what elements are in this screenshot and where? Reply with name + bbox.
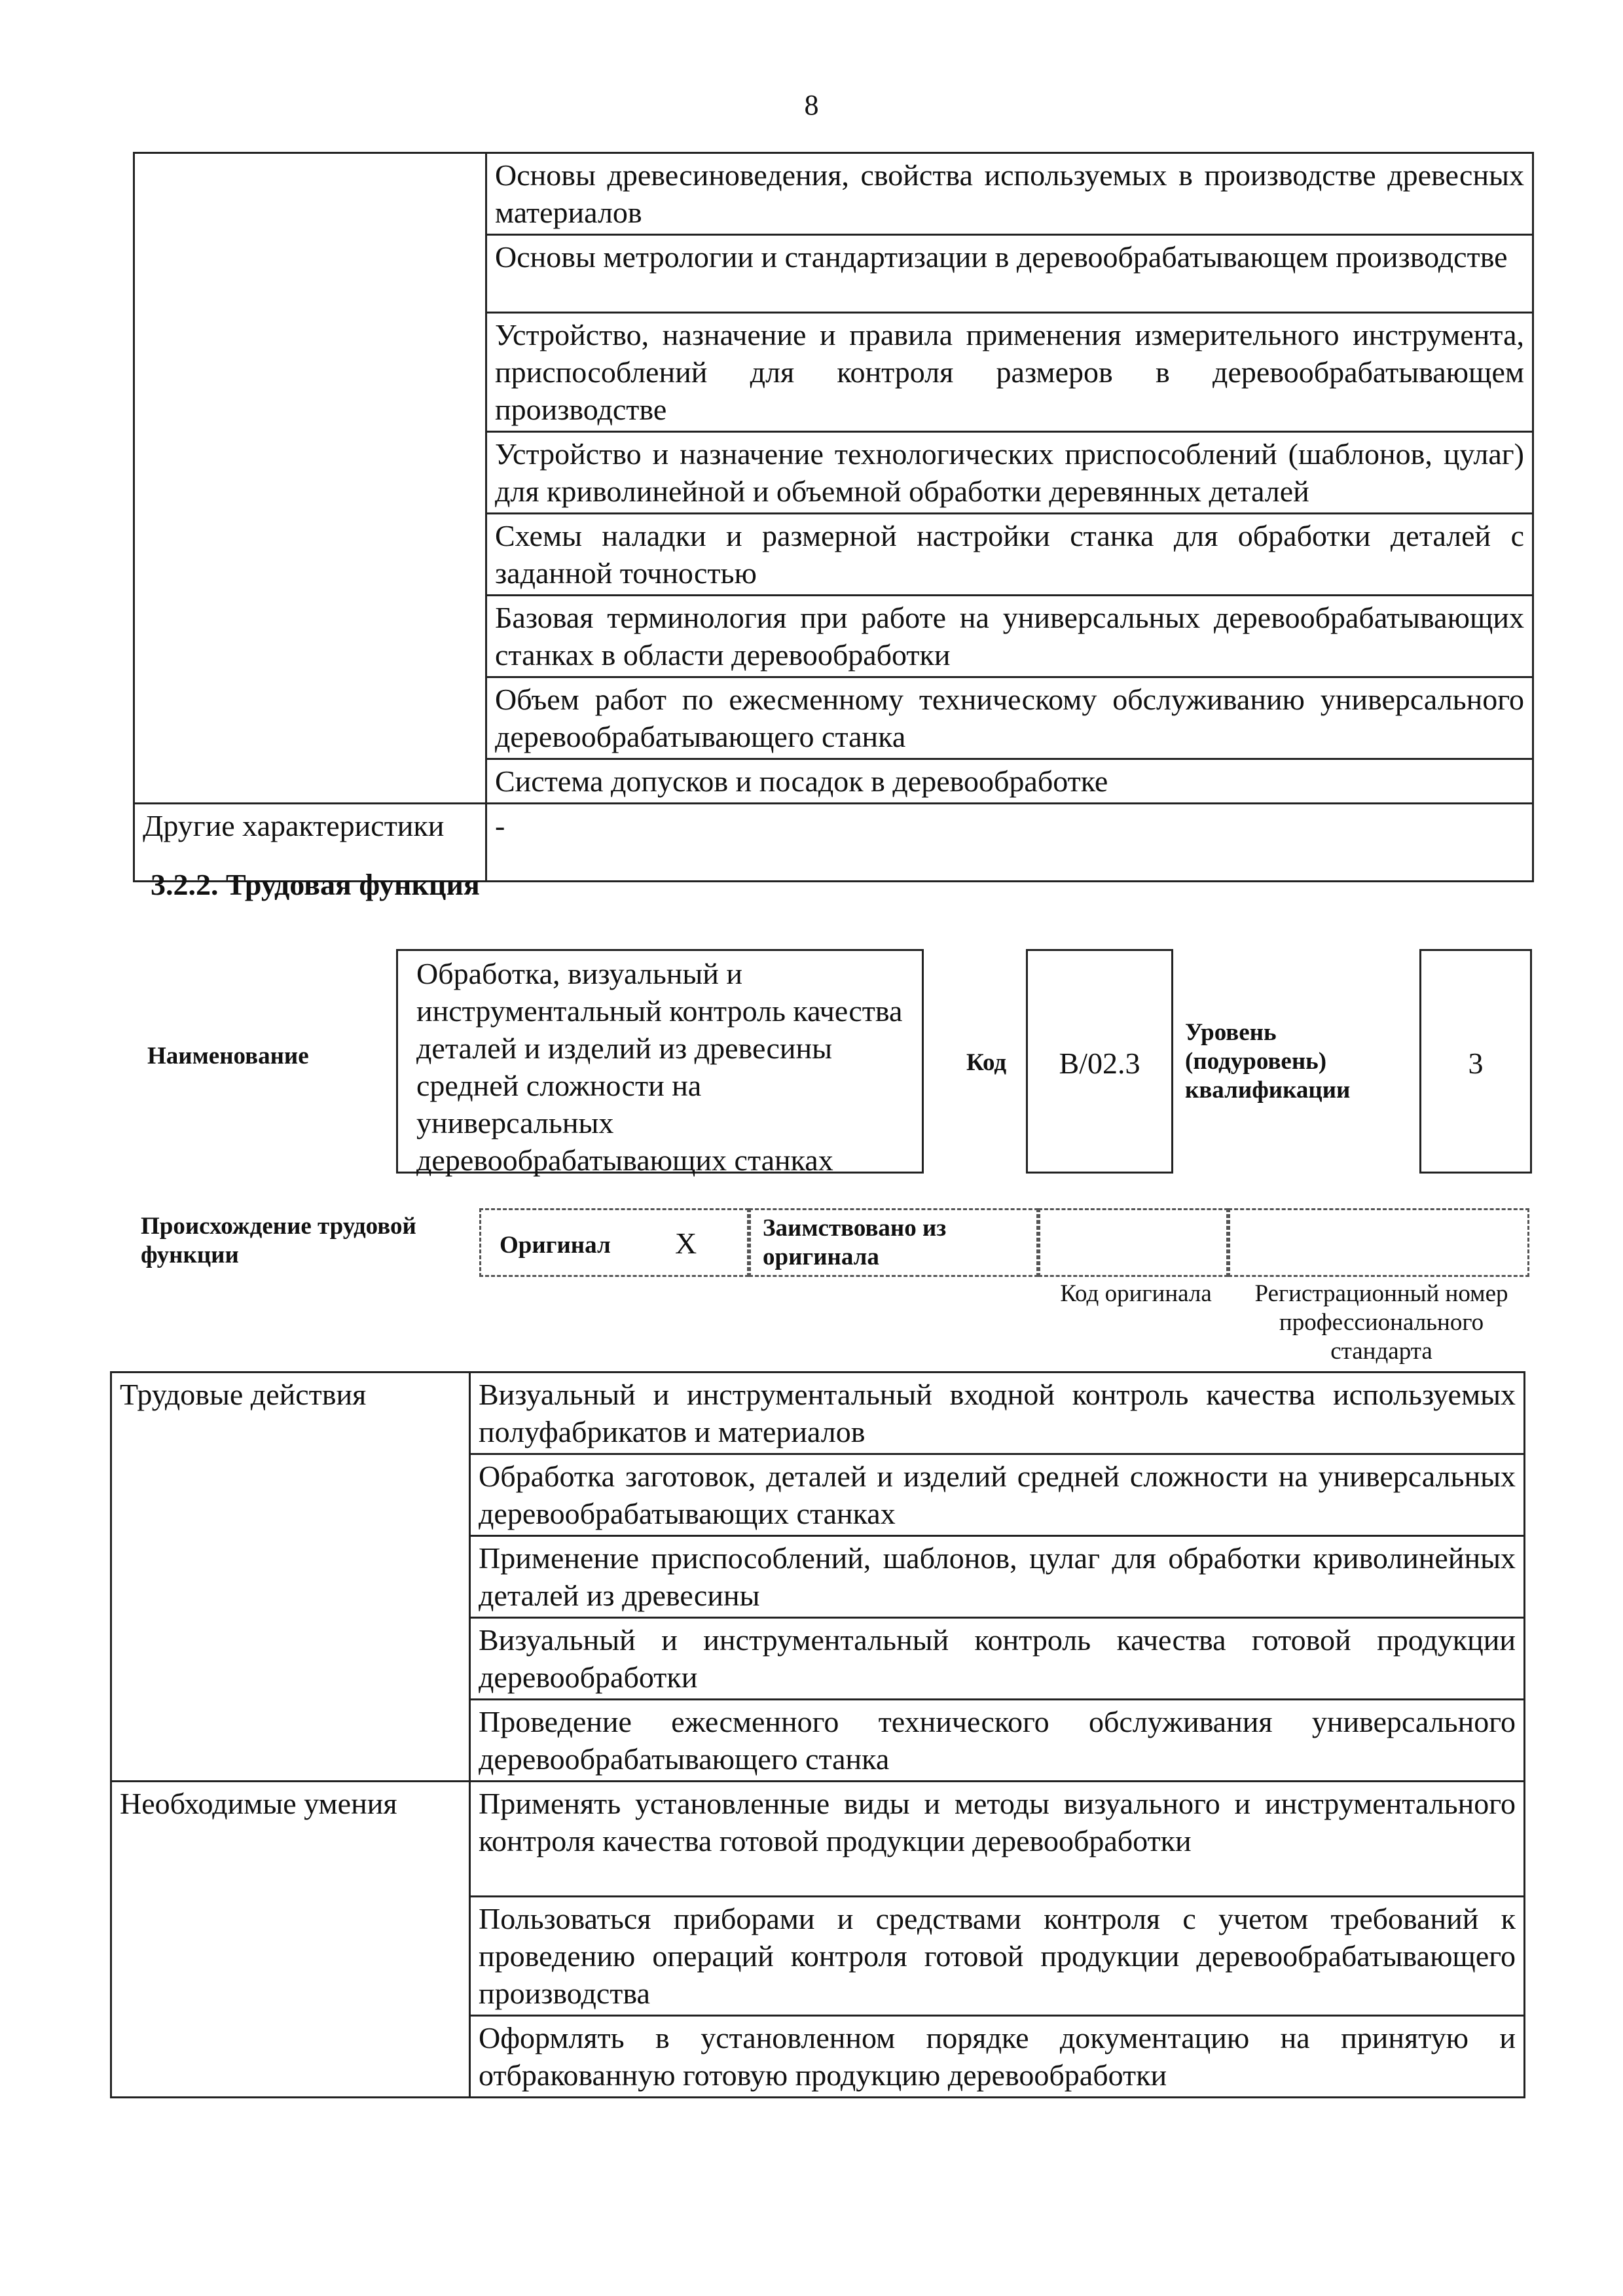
table-row xyxy=(111,1372,1525,1454)
original-code-cell xyxy=(1038,1208,1228,1277)
knowledge-label-cell xyxy=(134,153,486,804)
origin-label: Происхождение трудовой функции xyxy=(141,1213,416,1268)
skills-label: Необходимые умения xyxy=(111,1782,470,2098)
knowledge-item: Система допусков и посадок в деревообработке xyxy=(486,759,1533,804)
name-label: Наименование xyxy=(147,1043,309,1069)
code-label: Код xyxy=(966,1049,1007,1076)
knowledge-item: Устройство и назначение технологических приспособлений (шаблонов, цулаг) для криволинейной и объемной обработки деревянных деталей xyxy=(486,432,1533,514)
borrowed-label: Заимствовано из оригинала xyxy=(763,1215,947,1270)
knowledge-item: Объем работ по ежесменному техническому обслуживанию универсального деревообрабатывающего станка xyxy=(486,677,1533,759)
reg-number-label: Регистрационный номер профессионального стандарта xyxy=(1254,1280,1508,1365)
action-item: Проведение ежесменного технического обслуживания универсального деревообрабатывающего станка xyxy=(470,1700,1525,1782)
knowledge-item: Основы метрологии и стандартизации в деревообрабатывающем производстве xyxy=(486,235,1533,313)
skill-item: Применять установленные виды и методы визуального и инструментального контроля качества готовой продукции деревообработки xyxy=(470,1782,1525,1897)
section-heading: 3.2.2. Трудовая функция xyxy=(151,868,480,901)
original-code-label: Код оригинала xyxy=(1060,1280,1212,1307)
knowledge-item: Устройство, назначение и правила применения измерительного инструмента, приспособлений для контроля размеров в деревообрабатывающем производстве xyxy=(486,313,1533,432)
name-value-box: Обработка, визуальный и инструментальный контроль качества деталей и изделий из древесины средней сложности на универсальных деревообрабатывающих станках xyxy=(396,949,924,1174)
knowledge-item: Основы древесиноведения, свойства используемых в производстве древесных материалов xyxy=(486,153,1533,235)
reg-number-cell xyxy=(1228,1208,1529,1277)
action-item: Визуальный и инструментальный входной контроль качества используемых полуфабрикатов и материалов xyxy=(470,1372,1525,1454)
borrowed-cell xyxy=(749,1208,1038,1277)
table-row xyxy=(111,1782,1525,1897)
other-characteristics-value: - xyxy=(486,804,1533,882)
action-item: Применение приспособлений, шаблонов, цулаг для обработки криволинейных деталей из древесины xyxy=(470,1536,1525,1618)
level-value-box: 3 xyxy=(1419,949,1532,1174)
knowledge-item: Схемы наладки и размерной настройки станка для обработки деталей с заданной точностью xyxy=(486,514,1533,596)
code-value-box: B/02.3 xyxy=(1026,949,1173,1174)
other-characteristics-label: Другие характеристики xyxy=(134,804,486,882)
original-label: Оригинал xyxy=(500,1232,611,1259)
knowledge-item: Базовая терминология при работе на универсальных деревообрабатывающих станках в области деревообработки xyxy=(486,596,1533,677)
skill-item: Оформлять в установленном порядке документацию на принятую и отбракованную готовую продукцию деревообработки xyxy=(470,2016,1525,2098)
original-mark: X xyxy=(675,1227,697,1260)
page-number: 8 xyxy=(804,89,819,121)
action-item: Обработка заготовок, деталей и изделий средней сложности на универсальных деревообрабатывающих станках xyxy=(470,1454,1525,1536)
function-table xyxy=(110,1371,1525,2098)
actions-label: Трудовые действия xyxy=(111,1372,470,1782)
skill-item: Пользоваться приборами и средствами контроля с учетом требований к проведению операций контроля готовой продукции деревообрабатывающего производства xyxy=(470,1897,1525,2016)
table-row xyxy=(134,153,1533,235)
original-cell xyxy=(479,1208,749,1277)
level-label: Уровень (подуровень) квалификации xyxy=(1185,1019,1351,1103)
knowledge-table xyxy=(133,152,1534,882)
action-item: Визуальный и инструментальный контроль качества готовой продукции деревообработки xyxy=(470,1618,1525,1700)
